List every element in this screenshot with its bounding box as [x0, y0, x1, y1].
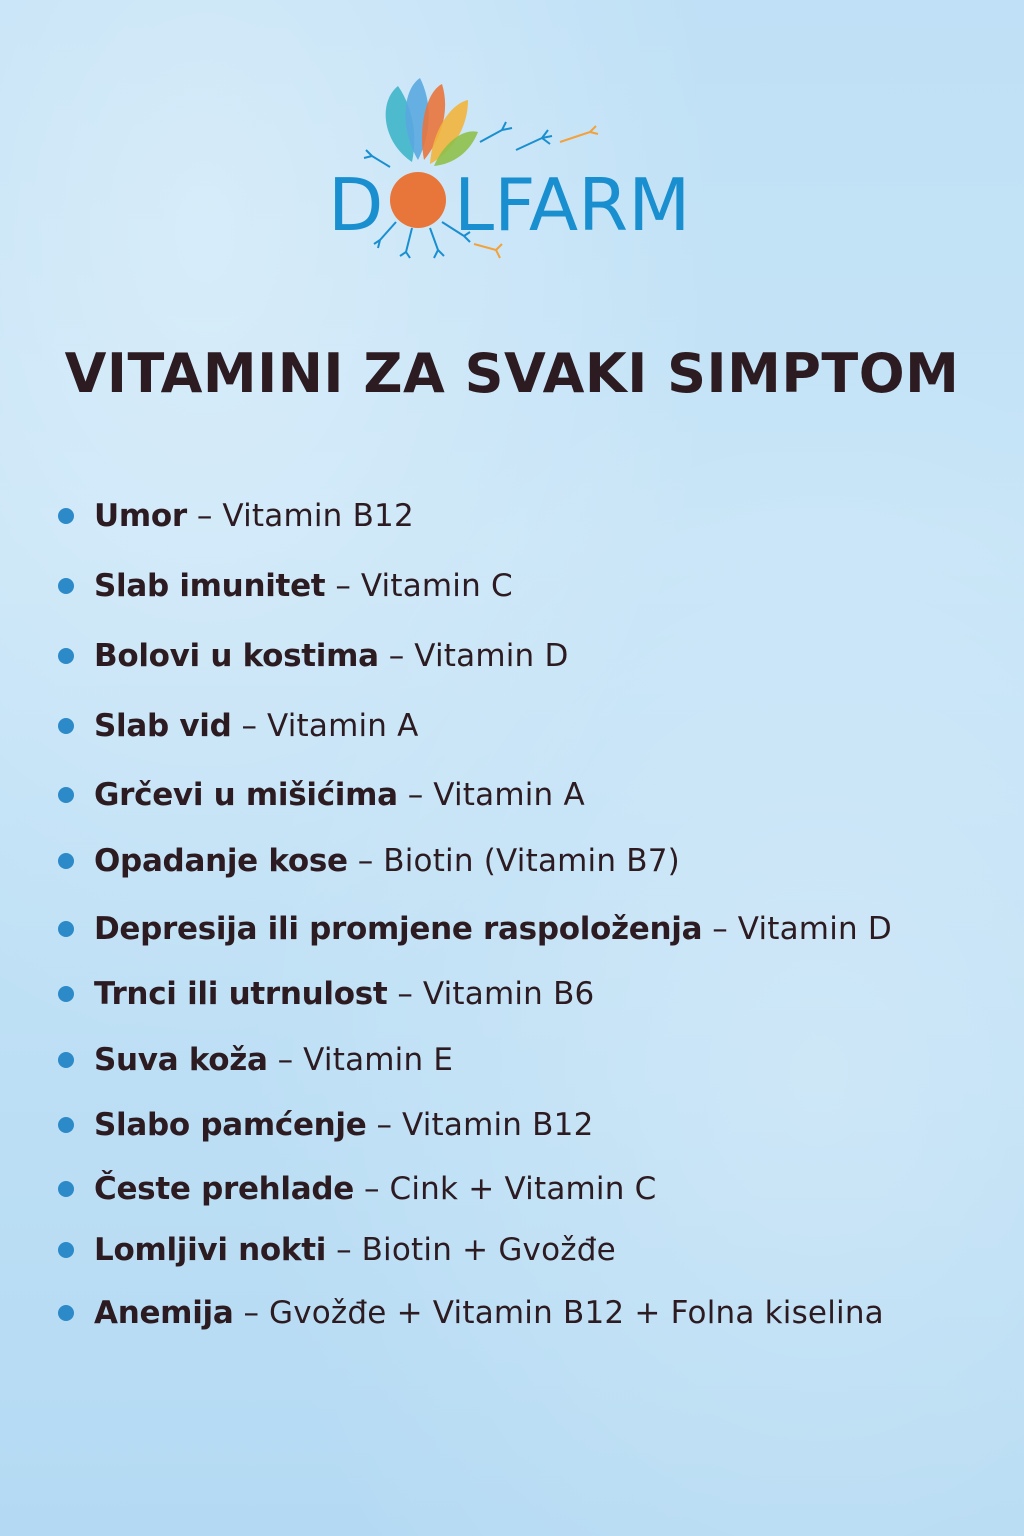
separator: –	[397, 976, 413, 1012]
symptom-label: Slab imunitet	[94, 568, 326, 604]
list-item	[58, 907, 892, 951]
remedy-label: Vitamin A	[433, 777, 585, 813]
remedy-label: Vitamin B12	[222, 498, 414, 534]
separator: –	[364, 1171, 380, 1207]
remedy-label: Gvožđe + Vitamin B12 + Folna kiselina	[268, 1295, 884, 1331]
bullet-icon	[58, 718, 74, 734]
symptom-label: Grčevi u mišićima	[94, 777, 398, 813]
bullet-icon	[58, 648, 74, 664]
remedy-label: Biotin (Vitamin B7)	[383, 843, 680, 879]
separator: –	[407, 777, 424, 813]
list-item	[58, 1291, 884, 1335]
symptom-label: Slabo pamćenje	[94, 1107, 367, 1143]
separator: –	[241, 708, 257, 744]
list-item	[58, 839, 680, 883]
bullet-icon	[58, 1242, 74, 1258]
remedy-label: Cink + Vitamin C	[389, 1171, 657, 1207]
symptom-label: Umor	[94, 498, 187, 534]
symptom-label: Slab vid	[94, 708, 232, 744]
bullet-icon	[58, 921, 74, 937]
list-item	[58, 494, 414, 538]
page-title: VITAMINI ZA SVAKI SIMPTOM	[64, 342, 960, 405]
separator: –	[336, 1232, 352, 1268]
logo-letter-d: D	[328, 163, 384, 247]
separator: –	[335, 568, 351, 604]
bullet-icon	[58, 986, 74, 1002]
list-item	[58, 1228, 616, 1272]
symptom-label: Bolovi u kostima	[94, 638, 379, 674]
logo-letters-lfarm: LFARM	[454, 163, 691, 247]
separator: –	[376, 1107, 392, 1143]
bullet-icon	[58, 578, 74, 594]
bullet-icon	[58, 1305, 74, 1321]
bullet-icon	[58, 787, 74, 803]
remedy-label: Biotin + Gvožđe	[361, 1232, 616, 1268]
separator: –	[388, 638, 405, 674]
list-item	[58, 564, 513, 608]
symptom-label: Trnci ili utrnulost	[94, 976, 388, 1012]
bullet-icon	[58, 508, 74, 524]
symptom-label: Lomljivi nokti	[94, 1232, 327, 1268]
remedy-label: Vitamin D	[737, 911, 892, 947]
symptom-label: Suva koža	[94, 1042, 268, 1078]
list-item	[58, 773, 585, 817]
list-item	[58, 634, 569, 678]
remedy-label: Vitamin B12	[401, 1107, 594, 1143]
remedy-label: Vitamin C	[360, 568, 513, 604]
remedy-label: Vitamin E	[303, 1042, 454, 1078]
bullet-icon	[58, 1052, 74, 1068]
list-item	[58, 704, 419, 748]
separator: –	[196, 498, 213, 534]
separator: –	[712, 911, 728, 947]
separator: –	[277, 1042, 294, 1078]
remedy-label: Vitamin D	[414, 638, 569, 674]
remedy-label: Vitamin A	[266, 708, 419, 744]
separator: –	[243, 1295, 259, 1331]
bullet-icon	[58, 1181, 74, 1197]
list-item	[58, 1167, 657, 1211]
symptom-label: Anemija	[94, 1295, 234, 1331]
list-item	[58, 1103, 594, 1147]
separator: –	[357, 843, 374, 879]
symptom-label: Depresija ili promjene raspoloženja	[94, 911, 703, 947]
bullet-icon	[58, 1117, 74, 1133]
list-item	[58, 1038, 453, 1082]
list-item	[58, 972, 594, 1016]
bullet-icon	[58, 853, 74, 869]
symptom-label: Opadanje kose	[94, 843, 348, 879]
remedy-label: Vitamin B6	[422, 976, 595, 1012]
symptom-label: Česte prehlade	[94, 1171, 354, 1207]
